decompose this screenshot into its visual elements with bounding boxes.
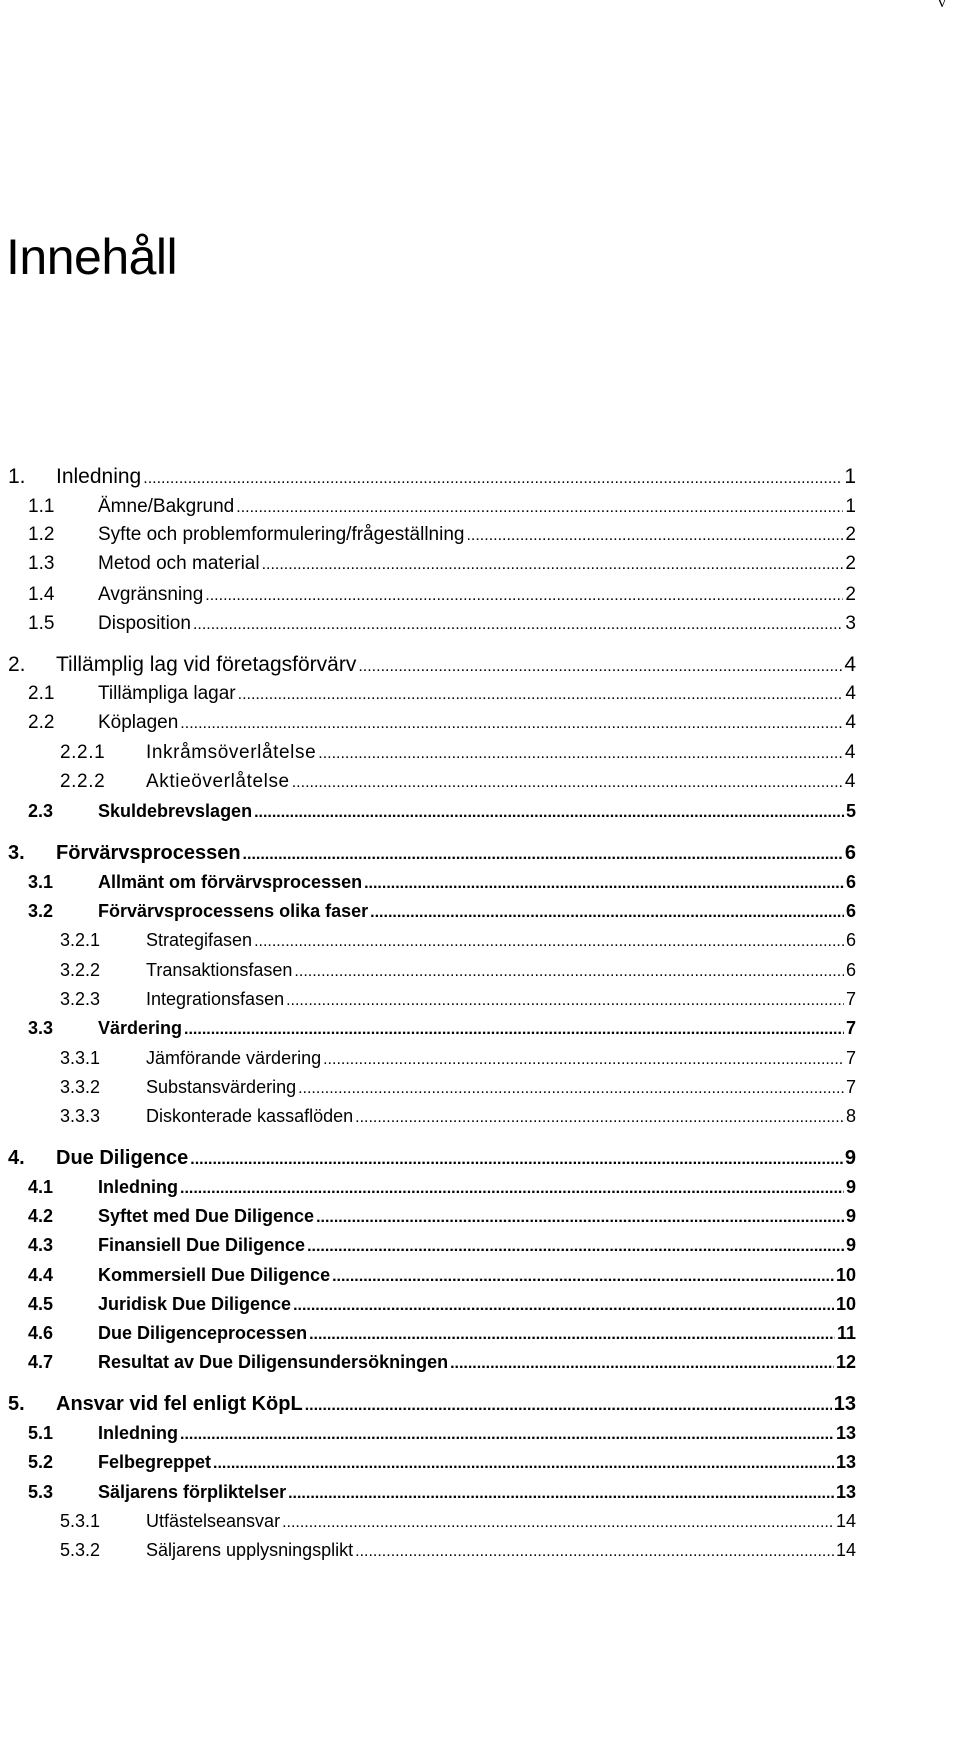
toc-entry-number: 3.1: [28, 872, 54, 892]
dot-leader: [286, 986, 844, 1016]
toc-entry-page: 7: [845, 1048, 856, 1068]
toc-entry-page: 9: [845, 1206, 856, 1226]
toc-entry-page: 13: [833, 1393, 856, 1415]
toc-entry-number: 2.3: [28, 801, 54, 821]
toc-entry-label: Skuldebrevslagen: [98, 801, 253, 821]
toc-entry-label: Allmänt om förvärvsprocessen: [98, 872, 363, 892]
dot-leader: [307, 1232, 844, 1262]
toc-entry-label: Tillämplig lag vid företagsförvärv: [56, 653, 357, 676]
toc-entry-label: Säljarens upplysningsplikt: [146, 1540, 354, 1560]
toc-entry-label: Due Diligenceprocessen: [98, 1323, 308, 1343]
dot-leader: [254, 927, 844, 957]
dot-leader: [262, 550, 844, 580]
toc-entry[interactable]: [28, 679, 856, 709]
dot-leader: [370, 898, 844, 928]
toc-entry[interactable]: [28, 896, 856, 926]
toc-entry-label: Jämförande värdering: [146, 1048, 322, 1068]
dot-leader: [316, 1203, 844, 1233]
toc-entry[interactable]: [28, 1013, 856, 1043]
toc-entry[interactable]: [28, 1477, 856, 1507]
dot-leader: [180, 709, 843, 739]
dot-leader: [288, 1479, 834, 1509]
toc-entry[interactable]: [28, 1172, 856, 1202]
toc-entry-number: 4.1: [28, 1177, 54, 1197]
toc-entry-number: 5.2: [28, 1452, 54, 1472]
dot-leader: [358, 652, 842, 682]
toc-entry-page: 3: [845, 613, 856, 634]
dot-leader: [293, 1291, 834, 1321]
toc-entry-number: 5.3.2: [60, 1540, 101, 1560]
dot-leader: [318, 739, 843, 769]
toc-entry-page: 4: [845, 712, 856, 733]
toc-entry-page: 10: [835, 1265, 856, 1285]
toc-entry[interactable]: [28, 1260, 856, 1290]
toc-entry-number: 5.3: [28, 1482, 54, 1502]
toc-entry[interactable]: [0, 838, 856, 868]
toc-entry-label: Syfte och problemformulering/frågeställning: [98, 524, 465, 545]
toc-entry-number: 1.5: [28, 613, 55, 634]
dot-leader: [450, 1349, 834, 1379]
toc-entry-number: 4.4: [28, 1265, 54, 1285]
toc-entry-label: Inledning: [98, 1177, 178, 1197]
toc-entry-number: 4.2: [28, 1206, 54, 1226]
toc-entry[interactable]: [28, 1318, 856, 1348]
dot-leader: [294, 957, 844, 987]
toc-entry-number: 1.1: [28, 496, 55, 517]
toc-entry-label: Köplagen: [98, 712, 179, 733]
toc-entry-label: Aktieöverlåtelse: [146, 771, 290, 792]
toc-entry-number: 5.3.1: [60, 1511, 101, 1531]
toc-entry[interactable]: [28, 1201, 856, 1231]
toc-entry-page: 9: [844, 1147, 856, 1169]
toc-entry-label: Diskonterade kassaflöden: [146, 1106, 354, 1126]
toc-entry-page: 4: [845, 683, 856, 704]
toc-entry[interactable]: [60, 1101, 856, 1131]
toc-entry-page: 2: [845, 584, 856, 605]
toc-entry-label: Integrationsfasen: [146, 989, 285, 1009]
toc-entry-number: 3.3.2: [60, 1077, 101, 1097]
toc-entry[interactable]: [60, 984, 856, 1014]
toc-entry[interactable]: [28, 1447, 856, 1477]
toc-entry-page: 2: [845, 524, 856, 545]
toc-entry-label: Förvärvsprocessens olika faser: [98, 901, 369, 921]
toc-entry-label: Juridisk Due Diligence: [98, 1294, 292, 1314]
toc-entry-page: 6: [845, 960, 856, 980]
toc-entry-page: 6: [844, 842, 856, 864]
dot-leader: [466, 521, 843, 551]
toc-entry-page: 13: [835, 1482, 856, 1502]
toc-entry-page: 9: [845, 1235, 856, 1255]
toc-entry-page: 1: [845, 496, 856, 517]
toc-entry-page: 7: [845, 1018, 856, 1038]
dot-leader: [243, 840, 843, 870]
toc-entry-number: 4.6: [28, 1323, 54, 1343]
toc-entry-label: Transaktionsfasen: [146, 960, 293, 980]
toc-entry-number: 3.2.3: [60, 989, 101, 1009]
dot-leader: [309, 1320, 835, 1350]
toc-entry[interactable]: [28, 1230, 856, 1260]
toc-entry-page: 7: [845, 989, 856, 1009]
toc-entry-number: 2.2.2: [60, 771, 106, 792]
toc-entry[interactable]: [28, 520, 856, 550]
toc-entry-number: 3.2: [28, 901, 54, 921]
toc-entry-number: 3.2.2: [60, 960, 101, 980]
toc-entry-page: 13: [835, 1452, 856, 1472]
toc-entry-number: 1.: [8, 465, 26, 488]
toc-entry-number: 2.: [8, 653, 26, 676]
toc-entry-label: Säljarens förpliktelser: [98, 1482, 287, 1502]
toc-entry-label: Substansvärdering: [146, 1077, 297, 1097]
toc-entry[interactable]: [60, 1072, 856, 1102]
dot-leader: [193, 610, 843, 640]
toc-entry-number: 4.3: [28, 1235, 54, 1255]
dot-leader: [180, 1174, 844, 1204]
toc-entry-number: 2.2: [28, 712, 55, 733]
toc-entry-label: Inledning: [56, 465, 142, 488]
toc-entry-number: 3.2.1: [60, 930, 101, 950]
page-number: v: [938, 0, 946, 11]
toc-entry-page: 11: [836, 1323, 856, 1343]
toc-entry[interactable]: [28, 796, 856, 826]
dot-leader: [254, 798, 844, 828]
toc-entry[interactable]: [28, 708, 856, 738]
toc-entry-label: Ämne/Bakgrund: [98, 496, 235, 517]
toc-entry-number: 5.1: [28, 1423, 54, 1443]
dot-leader: [180, 1420, 834, 1450]
toc-entry-page: 6: [845, 872, 856, 892]
toc-entry-number: 5.: [8, 1393, 25, 1415]
toc-entry[interactable]: [60, 955, 856, 985]
dot-leader: [323, 1045, 844, 1075]
toc-entry-page: 1: [844, 465, 856, 488]
toc-entry[interactable]: [60, 738, 856, 768]
toc-entry-label: Strategifasen: [146, 930, 253, 950]
toc-entry-page: 2: [845, 553, 856, 574]
dot-leader: [238, 680, 844, 710]
toc-entry-label: Kommersiell Due Diligence: [98, 1265, 331, 1285]
toc-entry[interactable]: [0, 1143, 856, 1173]
dot-leader: [282, 1508, 834, 1538]
dot-leader: [332, 1262, 834, 1292]
toc-entry-number: 4.: [8, 1147, 25, 1169]
toc-entry[interactable]: [0, 1389, 856, 1419]
toc-entry[interactable]: [0, 462, 856, 492]
toc-entry-page: 4: [844, 771, 856, 792]
toc-entry-page: 14: [835, 1511, 856, 1531]
toc-entry-page: 8: [845, 1106, 856, 1126]
toc-entry[interactable]: [28, 1289, 856, 1319]
dot-leader: [190, 1145, 843, 1175]
toc-entry[interactable]: [28, 1418, 856, 1448]
toc-entry-label: Felbegreppet: [98, 1452, 212, 1472]
toc-entry-label: Tillämpliga lagar: [98, 683, 236, 704]
toc-entry-page: 10: [835, 1294, 856, 1314]
toc-entry-number: 4.7: [28, 1352, 54, 1372]
toc-entry-number: 3.3: [28, 1018, 54, 1038]
toc-entry-page: 7: [845, 1077, 856, 1097]
toc-entry[interactable]: [60, 767, 856, 797]
toc-entry-page: 4: [844, 653, 856, 676]
toc-entry-page: 5: [845, 801, 856, 821]
toc-entry[interactable]: [60, 1043, 856, 1073]
toc-entry-page: 6: [845, 901, 856, 921]
toc-entry-label: Finansiell Due Diligence: [98, 1235, 306, 1255]
toc-entry-page: 12: [835, 1352, 856, 1372]
toc-entry[interactable]: [28, 580, 856, 610]
toc-entry-label: Inkråmsöverlåtelse: [146, 742, 317, 763]
dot-leader: [298, 1074, 844, 1104]
toc-entry-label: Avgränsning: [98, 584, 204, 605]
toc-entry[interactable]: [60, 1506, 856, 1536]
toc-entry-label: Disposition: [98, 613, 191, 634]
toc-entry-number: 1.2: [28, 524, 55, 545]
toc-entry-number: 3.3.3: [60, 1106, 101, 1126]
toc-entry-page: 14: [835, 1540, 856, 1560]
dot-leader: [184, 1015, 844, 1045]
dot-leader: [213, 1449, 834, 1479]
dot-leader: [205, 581, 843, 611]
toc-entry-page: 13: [835, 1423, 856, 1443]
page-title: Innehåll: [6, 229, 178, 285]
toc-entry-page: 4: [844, 742, 856, 763]
toc-entry-label: Due Diligence: [56, 1147, 189, 1169]
toc-entry[interactable]: [60, 925, 856, 955]
toc-entry[interactable]: [28, 492, 856, 522]
toc-entry-label: Syftet med Due Diligence: [98, 1206, 315, 1226]
dot-leader: [355, 1537, 834, 1567]
dot-leader: [236, 493, 843, 523]
dot-leader: [143, 464, 842, 494]
toc-entry-number: 4.5: [28, 1294, 54, 1314]
toc-entry[interactable]: [60, 1535, 856, 1565]
dot-leader: [305, 1391, 832, 1421]
toc-entry-label: Ansvar vid fel enligt KöpL: [56, 1393, 303, 1415]
toc-entry-number: 1.4: [28, 584, 55, 605]
toc-entry-label: Resultat av Due Diligensundersökningen: [98, 1352, 449, 1372]
dot-leader: [364, 869, 844, 899]
toc-entry-number: 2.2.1: [60, 742, 106, 763]
toc-entry-page: 6: [845, 930, 856, 950]
toc-entry-label: Värdering: [98, 1018, 183, 1038]
toc-entry[interactable]: [28, 549, 856, 579]
toc-entry[interactable]: [0, 650, 856, 680]
dot-leader: [355, 1103, 844, 1133]
toc-entry[interactable]: [28, 609, 856, 639]
toc-entry-number: 1.3: [28, 553, 55, 574]
toc-entry-label: Utfästelseansvar: [146, 1511, 281, 1531]
toc-entry-label: Metod och material: [98, 553, 260, 574]
toc-entry[interactable]: [28, 1347, 856, 1377]
toc-entry[interactable]: [28, 867, 856, 897]
toc-entry-number: 2.1: [28, 683, 55, 704]
toc-entry-label: Förvärvsprocessen: [56, 842, 241, 864]
toc-entry-page: 9: [845, 1177, 856, 1197]
toc-entry-label: Inledning: [98, 1423, 178, 1443]
dot-leader: [292, 768, 843, 798]
toc-entry-number: 3.: [8, 842, 25, 864]
toc-entry-number: 3.3.1: [60, 1048, 101, 1068]
